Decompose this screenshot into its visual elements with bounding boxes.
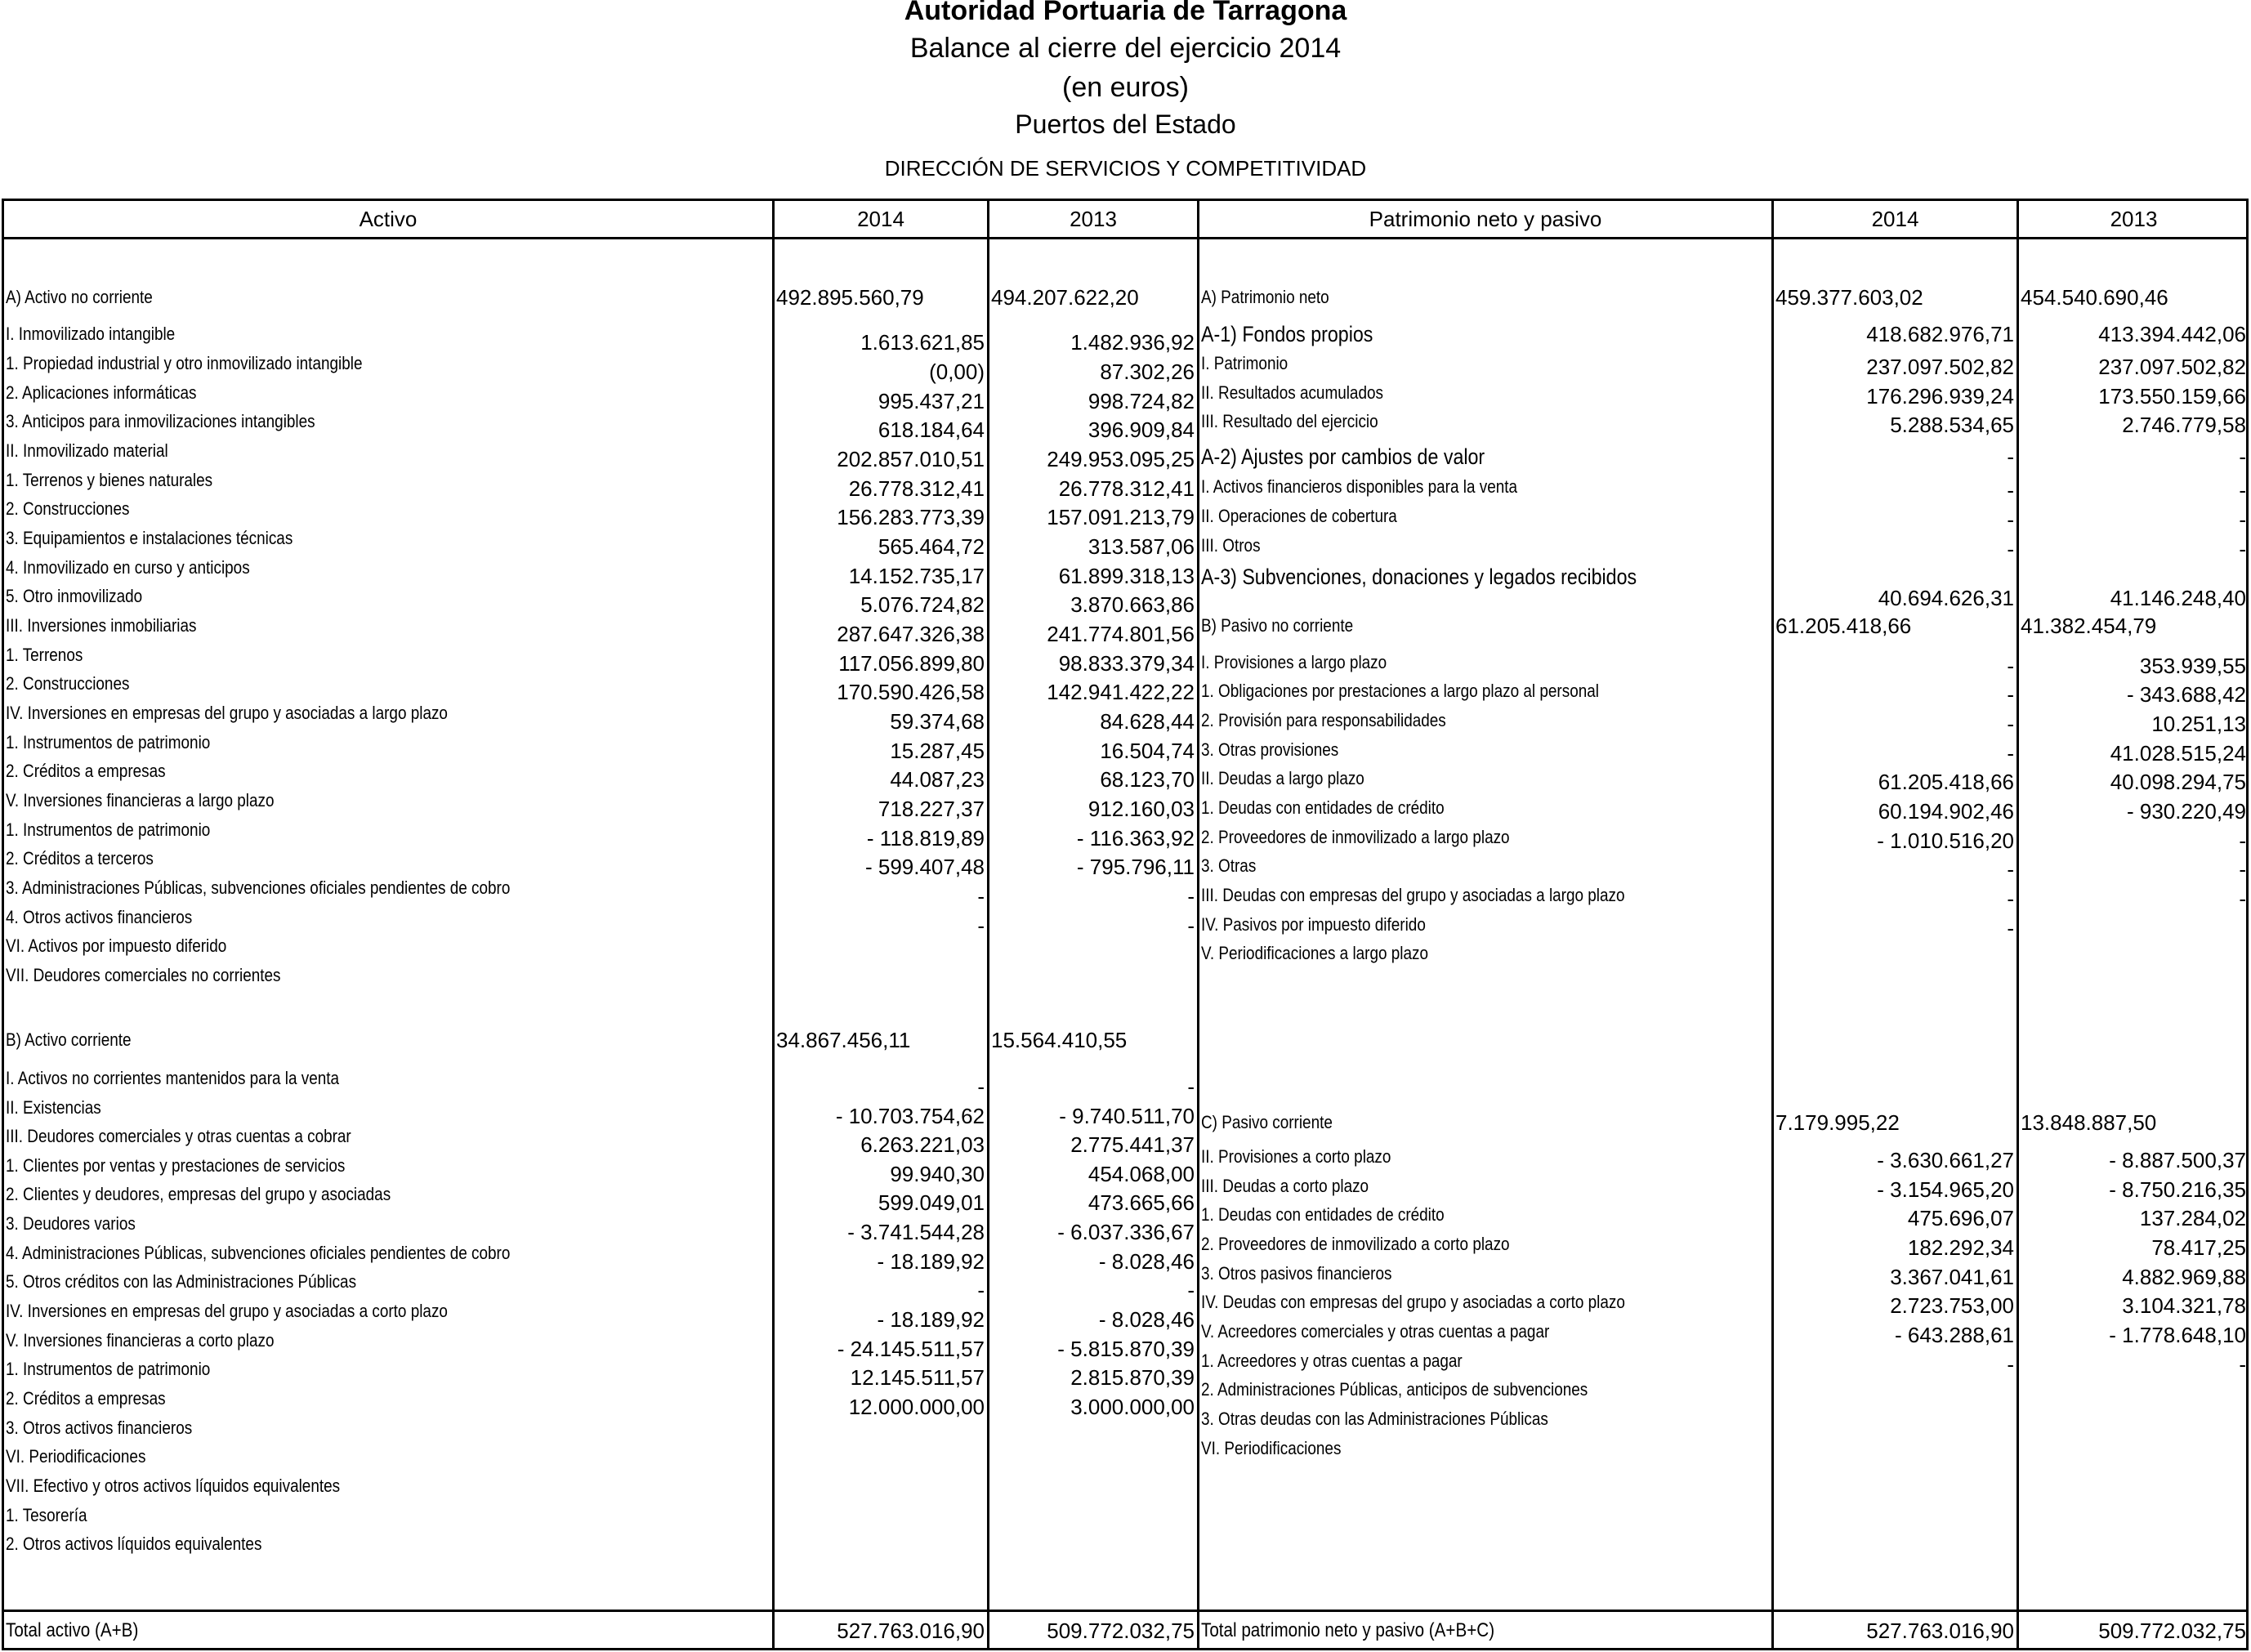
activo-row-2014: 117.056.899,80 [838, 651, 985, 676]
pasivo-row-2014: 3.367.041,61 [1890, 1265, 2014, 1289]
pasivo-row-label: III. Resultado del ejercicio [1201, 411, 1378, 431]
activo-row-label: 2. Construcciones [6, 498, 130, 519]
activo-row-label: 1. Tesorería [6, 1505, 87, 1525]
activo-row-2013: - 5.815.870,39 [1057, 1337, 1195, 1361]
activo-row-2013: - 8.028,46 [1098, 1307, 1195, 1332]
pasivo-row-2013 [2019, 1380, 2246, 1406]
pasivo-row-label: 3. Otras [1201, 855, 1257, 876]
activo-row-2013: 473.665,66 [1088, 1190, 1195, 1215]
pasivo-row-2014: - [2007, 444, 2014, 469]
activo-row-2013: - [1187, 1074, 1195, 1099]
activo-row-label: VI. Periodificaciones [6, 1446, 146, 1467]
activo-row-label: III. Inversiones inmobiliarias [6, 615, 197, 636]
activo-row-2014: 12.000.000,00 [848, 1395, 985, 1419]
activo-row-2014: 6.263.221,03 [860, 1132, 985, 1157]
activo-row-label: 1. Instrumentos de patrimonio [6, 819, 211, 840]
activo-row-label: 3. Administraciones Públicas, subvenciones oficiales pendientes de cobro [6, 877, 511, 898]
units-note: (en euros) [1062, 72, 1189, 103]
pasivo-row-label: 2. Proveedores de inmovilizado a largo plazo [1201, 827, 1510, 847]
activo-row-label: 1. Instrumentos de patrimonio [6, 1359, 211, 1379]
pasivo-row-2014: - [2007, 741, 2014, 766]
pasivo-row-2014 [1774, 1380, 2014, 1406]
activo-row-2013: 1.482.936,92 [1070, 330, 1195, 355]
pasivo-row-2013: 353.939,55 [2139, 654, 2246, 678]
activo-row-2013: 396.909,84 [1088, 417, 1195, 442]
activo-row-label: 2. Créditos a empresas [6, 761, 166, 781]
pasivo-row-label: 1. Obligaciones por prestaciones a largo plazo al personal [1201, 681, 1599, 701]
pasivo-row-2013: - [2239, 828, 2246, 853]
total-activo-2013: 509.772.032,75 [1047, 1619, 1195, 1643]
pasivo-row-2014: 418.682.976,71 [1866, 322, 2014, 346]
activo-row-label: 3. Deudores varios [6, 1213, 136, 1234]
pasivo-row-label: II. Provisiones a corto plazo [1201, 1146, 1391, 1167]
activo-row-2013: 998.724,82 [1088, 389, 1195, 413]
activo-row-2013: 98.833.379,34 [1058, 651, 1195, 676]
activo-row-label: A) Activo no corriente [6, 287, 153, 307]
activo-row-label: V. Inversiones financieras a largo plazo [6, 790, 275, 810]
activo-row-2013: 3.870.663,86 [1070, 592, 1195, 617]
activo-row-2014: 492.895.560,79 [776, 285, 924, 310]
activo-row-2013: - [1187, 913, 1195, 938]
activo-row-2014: 287.647.326,38 [837, 622, 985, 646]
activo-row-2014 [775, 1423, 985, 1449]
activo-row-label: 4. Otros activos financieros [6, 907, 193, 927]
pasivo-row-2014: 5.288.534,65 [1890, 413, 2014, 437]
activo-row-2014: - 10.703.754,62 [835, 1104, 985, 1128]
pasivo-row-2014: 2.723.753,00 [1890, 1293, 2014, 1318]
activo-row-label: III. Deudores comerciales y otras cuentas a cobrar [6, 1126, 351, 1146]
pasivo-row-label: VI. Periodificaciones [1201, 1438, 1342, 1458]
pasivo-row-label: 2. Proveedores de inmovilizado a corto plazo [1201, 1234, 1510, 1254]
pasivo-row-label: C) Pasivo corriente [1201, 1112, 1333, 1132]
pasivo-row-2013: - [2239, 444, 2246, 469]
col-2013-pasivo: 2013 [2110, 207, 2158, 231]
pasivo-row-2014 [1774, 1409, 2014, 1435]
activo-row-2013 [989, 971, 1195, 997]
activo-row-label: 3. Anticipos para inmovilizaciones intangibles [6, 411, 315, 431]
pasivo-row-label: 3. Otros pasivos financieros [1201, 1263, 1392, 1284]
pasivo-row-label: I. Patrimonio [1201, 353, 1289, 373]
entity-name: Puertos del Estado [1015, 109, 1236, 139]
pasivo-row-label: IV. Pasivos por impuesto diferido [1201, 914, 1426, 935]
activo-row-label: 2. Créditos a terceros [6, 848, 154, 868]
activo-row-2013: 912.160,03 [1088, 797, 1195, 821]
pasivo-row-2013: 4.882.969,88 [2122, 1265, 2246, 1289]
activo-row-2014: 26.778.312,41 [848, 476, 985, 501]
activo-row-label: 3. Equipamientos e instalaciones técnicas [6, 528, 293, 548]
activo-row-2014 [775, 971, 985, 997]
pasivo-row-label: IV. Deudas con empresas del grupo y asociadas a corto plazo [1201, 1292, 1625, 1312]
activo-row-2014: 5.076.724,82 [860, 592, 985, 617]
activo-row-2014: 718.227,37 [878, 797, 985, 821]
activo-row-2013: 2.775.441,37 [1070, 1132, 1195, 1157]
activo-row-2014: 44.087,23 [890, 767, 985, 792]
pasivo-row-2013: 40.098.294,75 [2110, 770, 2246, 794]
header-divider [2, 237, 2249, 239]
activo-row-2014: - 599.407,48 [864, 855, 985, 879]
total-activo-2014: 527.763.016,90 [837, 1619, 985, 1643]
pasivo-row-2014: - 1.010.516,20 [1877, 828, 2014, 853]
activo-row-2013: 16.504,74 [1100, 739, 1195, 763]
activo-row-label: IV. Inversiones en empresas del grupo y asociadas a corto plazo [6, 1301, 448, 1321]
activo-row-2014: (0,00) [929, 359, 985, 384]
activo-row-2014: 15.287,45 [890, 739, 985, 763]
pasivo-row-label: III. Deudas con empresas del grupo y asociadas a largo plazo [1201, 885, 1625, 905]
activo-row-2014: - [977, 884, 985, 909]
activo-row-2013: - [1187, 884, 1195, 909]
report-subtitle: Balance al cierre del ejercicio 2014 [909, 33, 1342, 64]
pasivo-row-2013: 173.550.159,66 [2098, 384, 2246, 409]
pasivo-row-2013 [2019, 1439, 2246, 1465]
activo-row-2014 [775, 1539, 985, 1565]
activo-row-2014: - [977, 1074, 985, 1099]
pasivo-row-2013: 13.848.887,50 [2021, 1110, 2157, 1135]
activo-row-label: I. Activos no corrientes mantenidos para la venta [6, 1068, 340, 1088]
total-divider [2, 1610, 2249, 1612]
pasivo-row-2013: - [2239, 886, 2246, 911]
pasivo-row-2014: - [2007, 1352, 2014, 1377]
activo-row-2013: 454.068,00 [1088, 1162, 1195, 1186]
pasivo-row-label: II. Resultados acumulados [1201, 382, 1383, 403]
pasivo-row-2014: - [2007, 712, 2014, 736]
pasivo-row-2014: - [2007, 654, 2014, 678]
pasivo-row-label: 3. Otras deudas con las Administraciones Públicas [1201, 1409, 1548, 1429]
pasivo-row-2013: 137.284,02 [2139, 1206, 2246, 1230]
pasivo-row-2014: - [2007, 478, 2014, 502]
pasivo-row-2014: - [2007, 886, 2014, 911]
pasivo-row-label: B) Pasivo no corriente [1201, 615, 1354, 636]
activo-row-2014: 59.374,68 [890, 709, 985, 734]
pasivo-row-2013: - [2239, 1352, 2246, 1377]
activo-row-label: 2. Otros activos líquidos equivalentes [6, 1534, 262, 1554]
activo-row-label: 2. Construcciones [6, 673, 130, 694]
pasivo-row-label: 2. Administraciones Públicas, anticipos de subvenciones [1201, 1379, 1588, 1400]
activo-row-2014: - 18.189,92 [877, 1307, 985, 1332]
pasivo-row-2014: - 643.288,61 [1894, 1323, 2014, 1347]
activo-row-2013: - 8.028,46 [1098, 1249, 1195, 1274]
activo-row-2013 [989, 1511, 1195, 1537]
activo-row-2014: - [977, 913, 985, 938]
activo-row-label: II. Existencias [6, 1097, 101, 1118]
activo-row-2013 [989, 941, 1195, 967]
pasivo-row-2014: 61.205.418,66 [1878, 770, 2014, 794]
activo-row-2013: 3.000.000,00 [1070, 1395, 1195, 1419]
pasivo-row-2014: 40.694.626,31 [1878, 586, 2014, 610]
activo-row-2014: - 3.741.544,28 [847, 1220, 985, 1244]
activo-row-2014: - 18.189,92 [877, 1249, 985, 1274]
pasivo-row-2013: - [2239, 857, 2246, 882]
activo-row-2013: - 795.796,11 [1076, 855, 1195, 879]
total-pasivo-2013: 509.772.032,75 [2098, 1619, 2246, 1643]
pasivo-row-2013 [2019, 915, 2246, 941]
total-activo-label: Total activo (A+B) [6, 1619, 139, 1641]
activo-row-2013: 494.207.622,20 [991, 285, 1139, 310]
pasivo-row-2013: 2.746.779,58 [2122, 413, 2246, 437]
activo-row-2014: 202.857.010,51 [837, 447, 985, 471]
activo-row-2013: 87.302,26 [1100, 359, 1195, 384]
activo-row-2014: 618.184,64 [878, 417, 985, 442]
pasivo-row-label: I. Activos financieros disponibles para la venta [1201, 476, 1518, 497]
activo-row-2014 [775, 1452, 985, 1478]
department-name: DIRECCIÓN DE SERVICIOS Y COMPETITIVIDAD [884, 156, 1367, 181]
activo-row-2014: 1.613.621,85 [860, 330, 985, 355]
col-2014-activo: 2014 [857, 207, 904, 231]
activo-row-2013: 61.899.318,13 [1058, 564, 1195, 588]
activo-row-label: 1. Terrenos [6, 645, 83, 665]
total-pasivo-2014: 527.763.016,90 [1866, 1619, 2014, 1643]
pasivo-row-2013: - 8.887.500,37 [2109, 1148, 2246, 1172]
activo-row-2013: - 9.740.511,70 [1059, 1104, 1195, 1128]
activo-row-2014 [775, 1481, 985, 1507]
activo-row-label: 3. Otros activos financieros [6, 1418, 193, 1438]
pasivo-row-label: 1. Deudas con entidades de crédito [1201, 1204, 1445, 1225]
pasivo-row-2014: - [2007, 682, 2014, 707]
activo-row-2013: 313.587,06 [1088, 534, 1195, 559]
pasivo-row-label: III. Deudas a corto plazo [1201, 1176, 1369, 1196]
activo-row-label: 1. Propiedad industrial y otro inmovilizado intangible [6, 353, 363, 373]
activo-row-label: II. Inmovilizado material [6, 440, 168, 461]
pasivo-row-2013: - [2239, 537, 2246, 561]
pasivo-row-2013 [2019, 1409, 2246, 1435]
pasivo-row-2013: 413.394.442,06 [2098, 322, 2246, 346]
col-2013-activo: 2013 [1070, 207, 1117, 231]
pasivo-row-2014: 475.696,07 [1907, 1206, 2014, 1230]
pasivo-row-2014: - [2007, 857, 2014, 882]
pasivo-row-label: A-3) Subvenciones, donaciones y legados recibidos [1201, 565, 1637, 589]
pasivo-row-2013: 41.146.248,40 [2110, 586, 2246, 610]
activo-row-2013: 68.123,70 [1100, 767, 1195, 792]
pasivo-row-2013: 78.417,25 [2151, 1235, 2246, 1260]
activo-row-label: 4. Administraciones Públicas, subvenciones oficiales pendientes de cobro [6, 1243, 511, 1263]
activo-row-label: 5. Otro inmovilizado [6, 586, 143, 606]
activo-row-2013: - [1187, 1278, 1195, 1302]
pasivo-row-2014: - 3.154.965,20 [1877, 1177, 2014, 1202]
activo-row-2014 [775, 1511, 985, 1537]
total-pasivo-label: Total patrimonio neto y pasivo (A+B+C) [1201, 1619, 1495, 1641]
activo-row-2013: 157.091.213,79 [1047, 505, 1195, 529]
activo-row-label: 2. Clientes y deudores, empresas del grupo y asociadas [6, 1184, 391, 1204]
pasivo-row-2014: 7.179.995,22 [1775, 1110, 1900, 1135]
pasivo-row-label: V. Acreedores comerciales y otras cuentas a pagar [1201, 1321, 1550, 1342]
activo-row-label: 5. Otros créditos con las Administraciones Públicas [6, 1271, 357, 1292]
activo-row-label: VII. Deudores comerciales no corrientes [6, 965, 281, 985]
pasivo-row-2013 [2019, 944, 2246, 970]
activo-row-2013: 2.815.870,39 [1070, 1365, 1195, 1390]
activo-row-2013 [989, 1452, 1195, 1478]
pasivo-row-2014: - [2007, 916, 2014, 940]
activo-row-2014: - 24.145.511,57 [837, 1337, 985, 1361]
activo-row-2013: 26.778.312,41 [1058, 476, 1195, 501]
pasivo-row-label: A-1) Fondos propios [1201, 322, 1373, 346]
pasivo-row-label: A) Patrimonio neto [1201, 287, 1329, 307]
activo-row-2014: 995.437,21 [878, 389, 985, 413]
activo-row-2014: 99.940,30 [890, 1162, 985, 1186]
pasivo-row-2013: 3.104.321,78 [2122, 1293, 2246, 1318]
pasivo-row-2014: 176.296.939,24 [1866, 384, 2014, 409]
pasivo-row-2013: 10.251,13 [2151, 712, 2246, 736]
pasivo-row-2013: 454.540.690,46 [2021, 285, 2168, 310]
activo-row-2014: 156.283.773,39 [837, 505, 985, 529]
pasivo-row-label: III. Otros [1201, 535, 1261, 556]
activo-row-label: 4. Inmovilizado en curso y anticipos [6, 557, 250, 578]
activo-row-label: 1. Terrenos y bienes naturales [6, 470, 213, 490]
pasivo-row-2014: 60.194.902,46 [1878, 799, 2014, 824]
activo-row-2013: - 6.037.336,67 [1057, 1220, 1195, 1244]
pasivo-row-2014: - [2007, 537, 2014, 561]
pasivo-row-label: V. Periodificaciones a largo plazo [1201, 943, 1429, 963]
pasivo-row-2013: - [2239, 478, 2246, 502]
pasivo-row-label: II. Operaciones de cobertura [1201, 506, 1397, 526]
pasivo-row-2014: 61.205.418,66 [1775, 614, 1912, 638]
pasivo-row-label: I. Provisiones a largo plazo [1201, 652, 1387, 672]
activo-row-2014: 599.049,01 [878, 1190, 985, 1215]
pasivo-row-2014: 459.377.603,02 [1775, 285, 1923, 310]
col-2014-pasivo: 2014 [1871, 207, 1919, 231]
activo-row-2013 [989, 1481, 1195, 1507]
divider [1197, 199, 1199, 1650]
pasivo-row-2013: - 1.778.648,10 [2109, 1323, 2246, 1347]
pasivo-row-label: 2. Provisión para responsabilidades [1201, 710, 1446, 730]
activo-row-label: 1. Instrumentos de patrimonio [6, 732, 211, 752]
pasivo-row-label: II. Deudas a largo plazo [1201, 768, 1364, 788]
activo-row-2014 [775, 941, 985, 967]
activo-row-2014: 14.152.735,17 [848, 564, 985, 588]
pasivo-row-2014: 182.292,34 [1907, 1235, 2014, 1260]
col-activo: Activo [359, 207, 418, 231]
pasivo-row-2013: - 930.220,49 [2126, 799, 2246, 824]
pasivo-row-2013: 41.382.454,79 [2021, 614, 2157, 638]
org-title: Autoridad Portuaria de Tarragona [904, 0, 1347, 26]
activo-row-label: IV. Inversiones en empresas del grupo y asociadas a largo plazo [6, 703, 448, 723]
activo-row-2014: 565.464,72 [878, 534, 985, 559]
activo-row-2013: 84.628,44 [1100, 709, 1195, 734]
pasivo-row-2013: 237.097.502,82 [2098, 355, 2246, 379]
activo-row-2013 [989, 1539, 1195, 1565]
activo-row-label: VII. Efectivo y otros activos líquidos equivalentes [6, 1476, 341, 1496]
pasivo-row-2013: - 8.750.216,35 [2109, 1177, 2246, 1202]
activo-row-label: B) Activo corriente [6, 1029, 132, 1050]
pasivo-row-2014: - 3.630.661,27 [1877, 1148, 2014, 1172]
activo-row-2014: 34.867.456,11 [776, 1028, 911, 1052]
pasivo-row-2014: - [2007, 507, 2014, 532]
pasivo-row-2013: 41.028.515,24 [2110, 741, 2246, 766]
pasivo-row-2013: - 343.688,42 [2126, 682, 2246, 707]
pasivo-row-label: 3. Otras provisiones [1201, 739, 1339, 760]
activo-row-label: 1. Clientes por ventas y prestaciones de servicios [6, 1155, 346, 1176]
activo-row-2013: 142.941.422,22 [1047, 680, 1195, 704]
pasivo-row-2014 [1774, 944, 2014, 970]
pasivo-row-2014: 237.097.502,82 [1866, 355, 2014, 379]
pasivo-row-label: 1. Acreedores y otras cuentas a pagar [1201, 1351, 1463, 1371]
activo-row-2013: 241.774.801,56 [1047, 622, 1195, 646]
activo-row-2014: - 118.819,89 [866, 826, 985, 851]
pasivo-row-label: A-2) Ajustes por cambios de valor [1201, 444, 1485, 469]
activo-row-2013: - 116.363,92 [1076, 826, 1195, 851]
activo-row-label: 2. Créditos a empresas [6, 1388, 166, 1409]
activo-row-2014: 12.145.511,57 [850, 1365, 985, 1390]
col-pasivo: Patrimonio neto y pasivo [1369, 207, 1602, 231]
activo-row-2013: 15.564.410,55 [991, 1028, 1128, 1052]
activo-row-label: I. Inmovilizado intangible [6, 324, 176, 344]
pasivo-row-2013: - [2239, 507, 2246, 532]
activo-row-2013 [989, 1423, 1195, 1449]
activo-row-label: VI. Activos por impuesto diferido [6, 935, 227, 956]
activo-row-2014: 170.590.426,58 [837, 680, 985, 704]
pasivo-row-2014 [1774, 1439, 2014, 1465]
activo-row-2014: - [977, 1278, 985, 1302]
activo-row-label: 2. Aplicaciones informáticas [6, 382, 197, 403]
activo-row-2013: 249.953.095,25 [1047, 447, 1195, 471]
activo-row-label: V. Inversiones financieras a corto plazo [6, 1330, 275, 1351]
pasivo-row-label: 1. Deudas con entidades de crédito [1201, 797, 1445, 818]
